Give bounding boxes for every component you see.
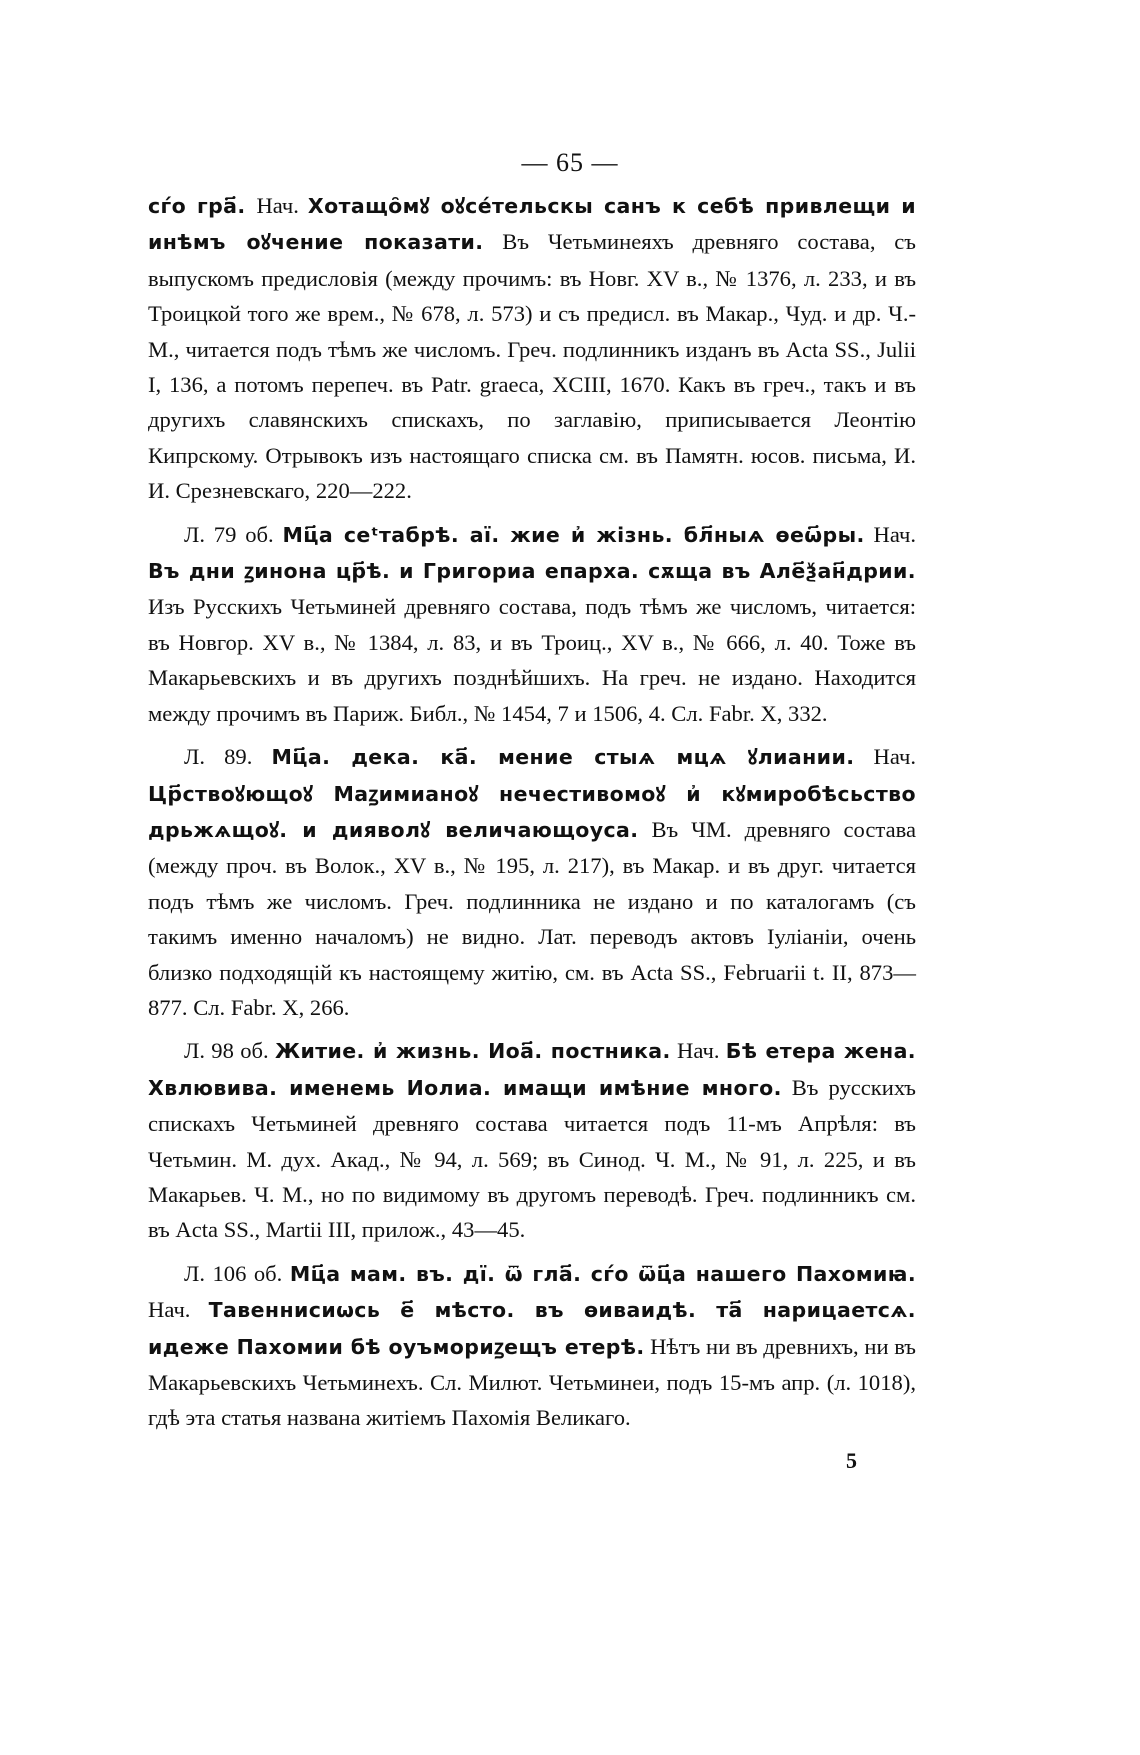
text-run: Л. 89.	[184, 744, 272, 770]
text-run: Изъ Русскихъ Четьминей древняго состава, подъ тѣмъ же числомъ, читается: въ Новгор. XV в., № 1384, л. 83, и въ Троиц., XV в., № 666, л. 40. Тоже въ Макарьевскихъ и въ другихъ позднѣйшихъ. На греч. не издано. Находится между прочимъ въ Париж. Библ., № 1454, 7 и 1506, 4. Сл. Fabr. X, 332.	[148, 594, 916, 726]
paragraph	[148, 739, 916, 1025]
church-slavonic-quote: Мц҃а мам. въ. дї. ѿ гла҃. сѓо ѿц҃а нашего Пахомиꙗ.	[289, 1261, 917, 1286]
church-slavonic-quote: Цр҃ствоꙋющоꙋ Маꙁимианоꙋ нечестивомоꙋ и҆ кꙋмиробѣсьство дрьжѧщоꙋ. и дияволꙋ величающоуса.	[148, 781, 916, 842]
church-slavonic-quote: Хотащо̑мꙋ оꙋсе́тельскы санъ к себѣ привлещи и инѣмъ оꙋчение показати.	[148, 194, 916, 255]
text-run: Въ Четьминеяхъ древняго состава, съ выпускомъ предисловія (между прочимъ: въ Новг. XV в., № 1376, л. 233, и въ Троицкой того же врем., № 678, л. 573) и съ предисл. въ Макар., Чуд. и др. Ч.-М., читается подъ тѣмъ же числомъ. Греч. подлинникъ изданъ въ Acta SS., Julii I, 136, а потомъ перепеч. въ Patr. graeca, XCIII, 1670. Какъ въ греч., такъ и въ другихъ славянскихъ спискахъ, по заглавію, приписывается Леонтію Кипрскому. Отрывокъ изъ настоящаго списка см. въ Памятн. юсов. письма, И. И. Срезневскаго, 220—222.	[148, 229, 916, 504]
body-text	[148, 188, 916, 1444]
text-run: Л. 79 об.	[184, 521, 283, 547]
text-run: Нач.	[256, 193, 308, 218]
church-slavonic-quote: Тавеннисиѡсь е҃ мѣсто. въ ѳиваидѣ. та҃ нарицаетсѧ. идеже Пахомии бѣ оуъмориꙁещъ етерѣ.	[148, 1298, 916, 1359]
paragraph	[148, 1256, 916, 1436]
church-slavonic-quote: сѓо гра҃.	[148, 194, 257, 218]
text-run: Въ русскихъ спискахъ Четьминей древняго состава читается подъ 11-мъ Апрѣля: въ Четьмин. М. дух. Акад., № 94, л. 569; въ Синод. Ч. М., № 91, л. 225, и въ Макарьев. Ч. М., но по видимому въ другомъ переводѣ. Греч. подлинникъ см. въ Acta SS., Martii III, прилож., 43—45.	[148, 1074, 916, 1243]
church-slavonic-quote: Мц҃а сеᵗтабрѣ. аї. жие и҆ жізнь. бл҃ныѧ ѳеѡ҃ры.	[282, 522, 865, 547]
church-slavonic-quote: Мц҃а. дека. ка҃. мение стыѧ мцѧ ꙋлиании.	[271, 745, 855, 770]
text-run: Въ ЧМ. древняго состава (между проч. въ Волок., XV в., № 195, л. 217), въ Макар. и въ друг. читается подъ тѣмъ же числомъ. Греч. подлинника не издано и по каталогамъ (съ такимъ именно началомъ) не видно. Лат. переводъ актовъ Іуліаніи, очень близко подходящій къ настоящему житію, см. въ Acta SS., Februarii t. II, 873—877. Сл. Fabr. X, 266.	[148, 816, 917, 1020]
text-run: Нач.	[148, 1297, 209, 1323]
paragraph	[148, 188, 916, 509]
page-number: — 65 —	[521, 148, 619, 177]
text-run: Нѣтъ ни въ древнихъ, ни въ Макарьевскихъ Четьминехъ. Сл. Милют. Четьминеи, подъ 15-мъ апр. (л. 1018), гдѣ эта статья названа житіемъ Пахомія Великаго.	[148, 1333, 916, 1431]
paragraph	[148, 1033, 916, 1247]
church-slavonic-quote: Житие. и҆ жизнь. Иоа҃. постника.	[274, 1039, 671, 1064]
church-slavonic-quote: Въ дни ꙁинона цр҃ѣ. и Григориа епарха. сѫща въ Але҃ѯан҃дрии.	[148, 559, 916, 584]
text-run: Л. 106 об.	[184, 1260, 290, 1286]
text-run: Нач.	[864, 521, 916, 547]
text-run: Л. 98 об.	[184, 1038, 275, 1064]
text-run: Нач.	[854, 744, 916, 770]
paragraph	[148, 517, 916, 731]
church-slavonic-quote: Бѣ етера жена. Хвлювива. именемь Иолиа. имащи имѣние много.	[148, 1039, 916, 1100]
signature-mark: 5	[846, 1448, 857, 1473]
text-run: Нач.	[670, 1038, 726, 1064]
